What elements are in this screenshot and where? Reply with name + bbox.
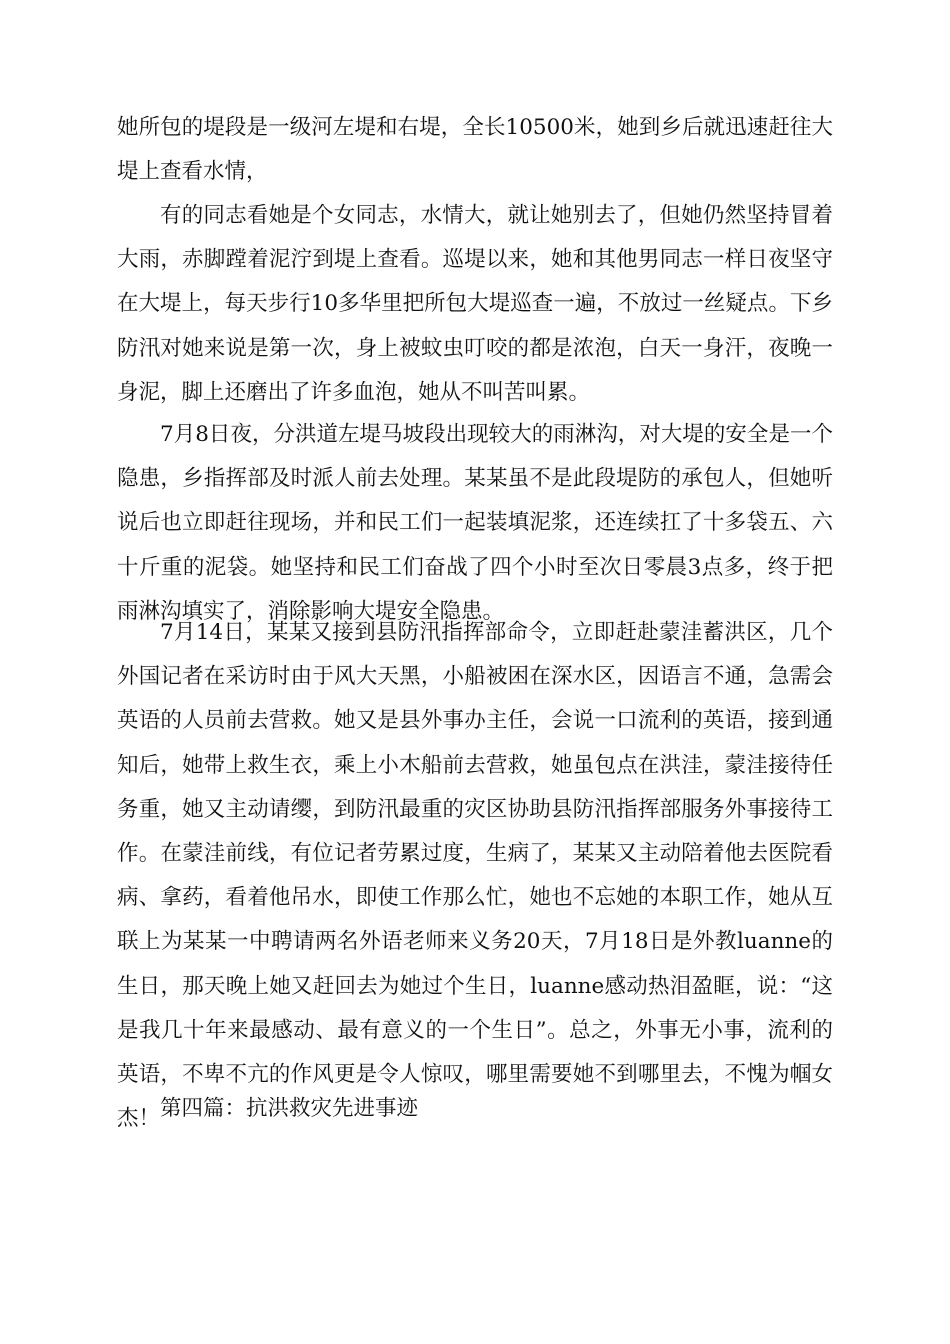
- section-heading: 第四篇：抗洪救灾先进事迹: [160, 1096, 419, 1121]
- paragraph-2: 有的同志看她是个女同志，水情大，就让她别去了，但她仍然坚持冒着大雨，赤脚蹚着泥泞到堤上查看。巡堤以来，她和其他男同志一样日夜坚守在大堤上，每天步行10多华里把所包大堤巡查一遍，不放过一丝疑点。下乡防汛对她来说是第一次，身上被蚊虫叮咬的都是浓泡，白天一身汗，夜晚一身泥，脚上还磨出了许多血泡，她从不叫苦叫累。: [117, 203, 833, 405]
- paragraph-4: 7月14日，某某又接到县防汛指挥部命令，立即赶赴蒙洼蓄洪区，几个外国记者在采访时由于风大天黑，小船被困在深水区，因语言不通，急需会英语的人员前去营救。她又是县外事办主任，会说一口流利的英语，接到通知后，她带上救生衣，乘上小木船前去营救，她虽包点在洪洼，蒙洼接待任务重，她又主动请缨，到防汛最重的灾区协助县防汛指挥部服务外事接待工作。在蒙洼前线，有位记者劳累过度，生病了，某某又主动陪着他去医院看病、拿药，看着他吊水，即使工作那么忙，她也不忘她的本职工作，她从互联上为某某一中聘请两名外语老师来义务20天，7月18日是外教luanne的生日，那天晚上她又赶回去为她过个生日，luanne感动热泪盈眶，说：“这是我几十年来最感动、最有意义的一个生日”。总之，外事无小事，流利的英语，不卑不亢的作风更是令人惊叹，哪里需要她不到哪里去，不愧为帼女杰！: [117, 620, 833, 1132]
- paragraph-1: 她所包的堤段是一级河左堤和右堤，全长10500米，她到乡后就迅速赶往大堤上查看水情，: [117, 115, 833, 185]
- paragraph-3: 7月8日夜，分洪道左堤马坡段出现较大的雨淋沟，对大堤的安全是一个隐患，乡指挥部及时派人前去处理。某某虽不是此段堤防的承包人，但她听说后也立即赶往现场，并和民工们一起装填泥浆，还连续扛了十多袋五、六十斤重的泥袋。她坚持和民工们奋战了四个小时至次日零晨3点多，终于把雨淋沟填实了，消除影响大堤安全隐患。: [117, 422, 833, 624]
